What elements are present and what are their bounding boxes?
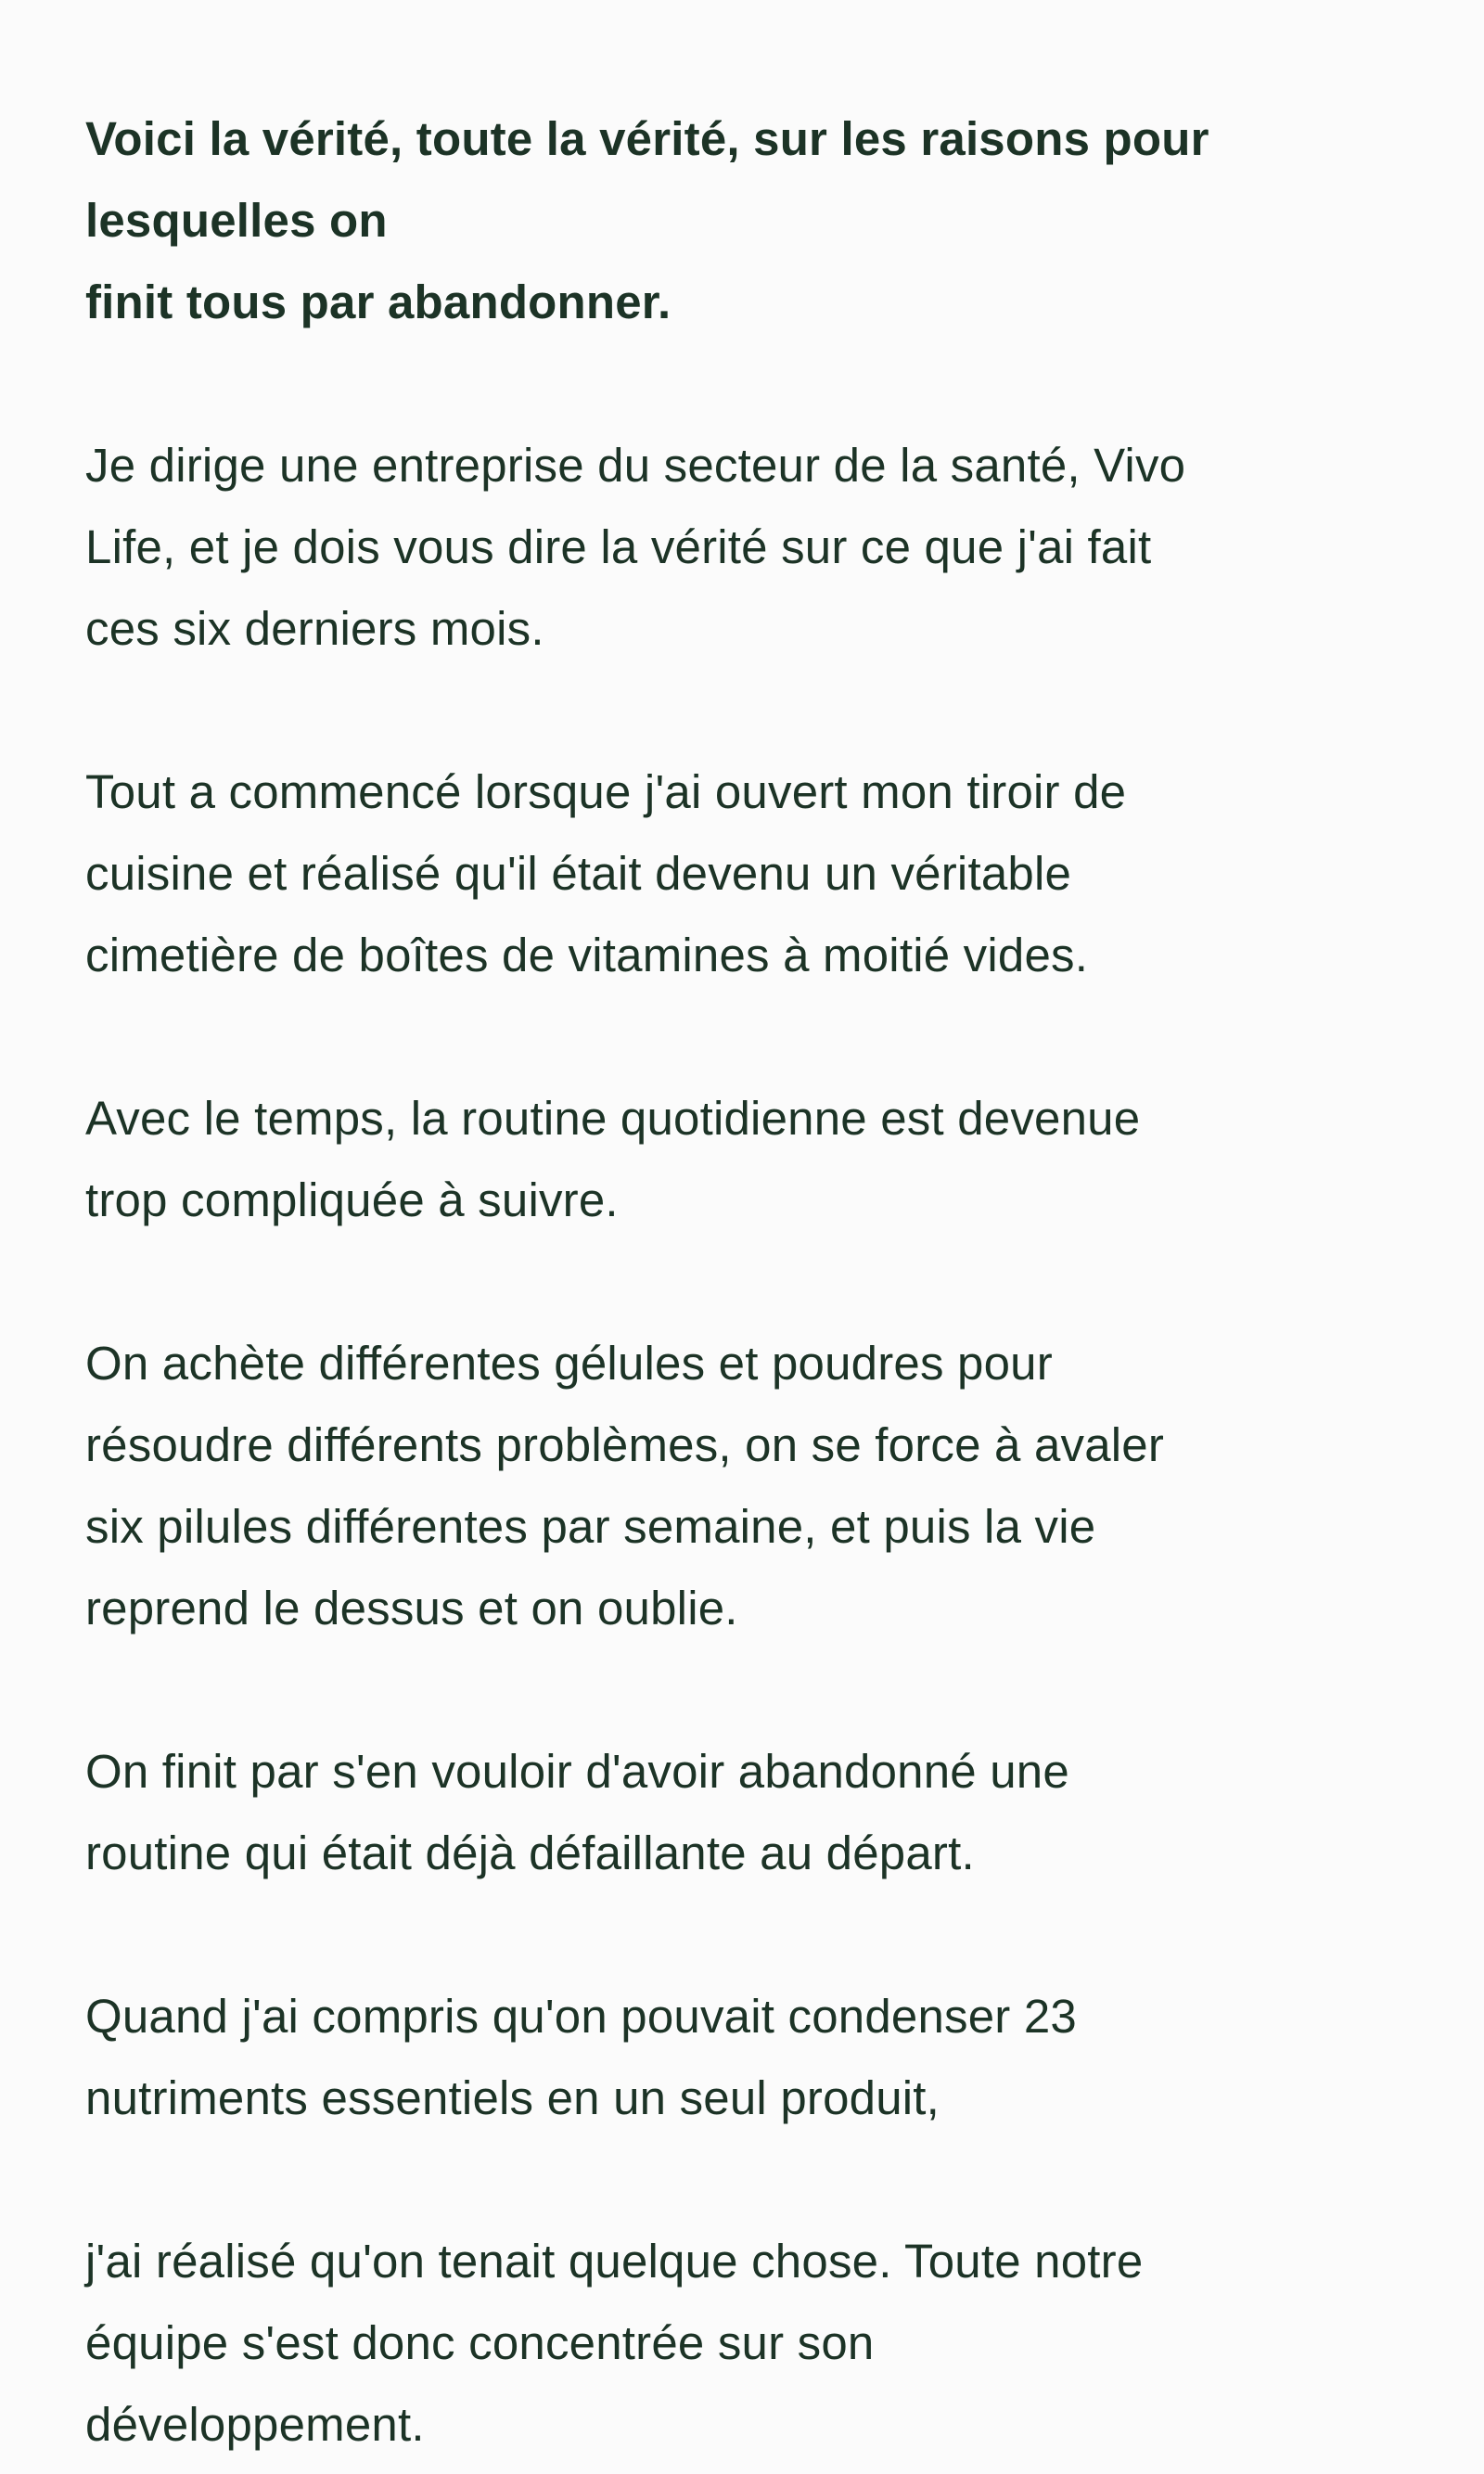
text-line: finit tous par abandonner. [85, 276, 672, 328]
text-line: ces six derniers mois. [85, 602, 544, 655]
body-paragraph [85, 1731, 1375, 1894]
body-paragraph [85, 2221, 1375, 2466]
text-line: cuisine et réalisé qu'il était devenu un véritable [85, 847, 1072, 900]
text-line: Tout a commencé lorsque j'ai ouvert mon tiroir de [85, 765, 1127, 818]
body-paragraph [85, 1976, 1375, 2139]
body-paragraph [85, 1078, 1375, 1241]
headline-paragraph [85, 98, 1375, 343]
text-line: six pilules différentes par semaine, et puis la vie [85, 1500, 1096, 1553]
text-line: équipe s'est donc concentrée sur son [85, 2316, 875, 2369]
text-line: On finit par s'en vouloir d'avoir abandonné une [85, 1745, 1069, 1798]
text-line: lesquelles on [85, 194, 388, 247]
body-paragraph [85, 1323, 1375, 1649]
text-line: nutriments essentiels en un seul produit, [85, 2071, 940, 2124]
text-line: cimetière de boîtes de vitamines à moitié vides. [85, 929, 1089, 981]
text-line: Je dirige une entreprise du secteur de la santé, Vivo [85, 439, 1186, 492]
text-line: trop compliquée à suivre. [85, 1173, 619, 1226]
text-line: résoudre différents problèmes, on se force à avaler [85, 1418, 1165, 1471]
text-line: j'ai réalisé qu'on tenait quelque chose. Toute notre [85, 2235, 1144, 2288]
article-body [85, 98, 1375, 2466]
text-line: On achète différentes gélules et poudres pour [85, 1337, 1053, 1390]
text-line: reprend le dessus et on oublie. [85, 1582, 738, 1634]
text-line: Quand j'ai compris qu'on pouvait condenser 23 [85, 1990, 1077, 2043]
text-line: Life, et je dois vous dire la vérité sur ce que j'ai fait [85, 520, 1152, 573]
text-line: Voici la vérité, toute la vérité, sur les raisons pour [85, 112, 1209, 165]
body-paragraph [85, 425, 1375, 670]
text-line: routine qui était déjà défaillante au départ. [85, 1827, 975, 1879]
text-line: Avec le temps, la routine quotidienne est devenue [85, 1092, 1141, 1145]
body-paragraph [85, 751, 1375, 996]
text-line: développement. [85, 2398, 425, 2451]
